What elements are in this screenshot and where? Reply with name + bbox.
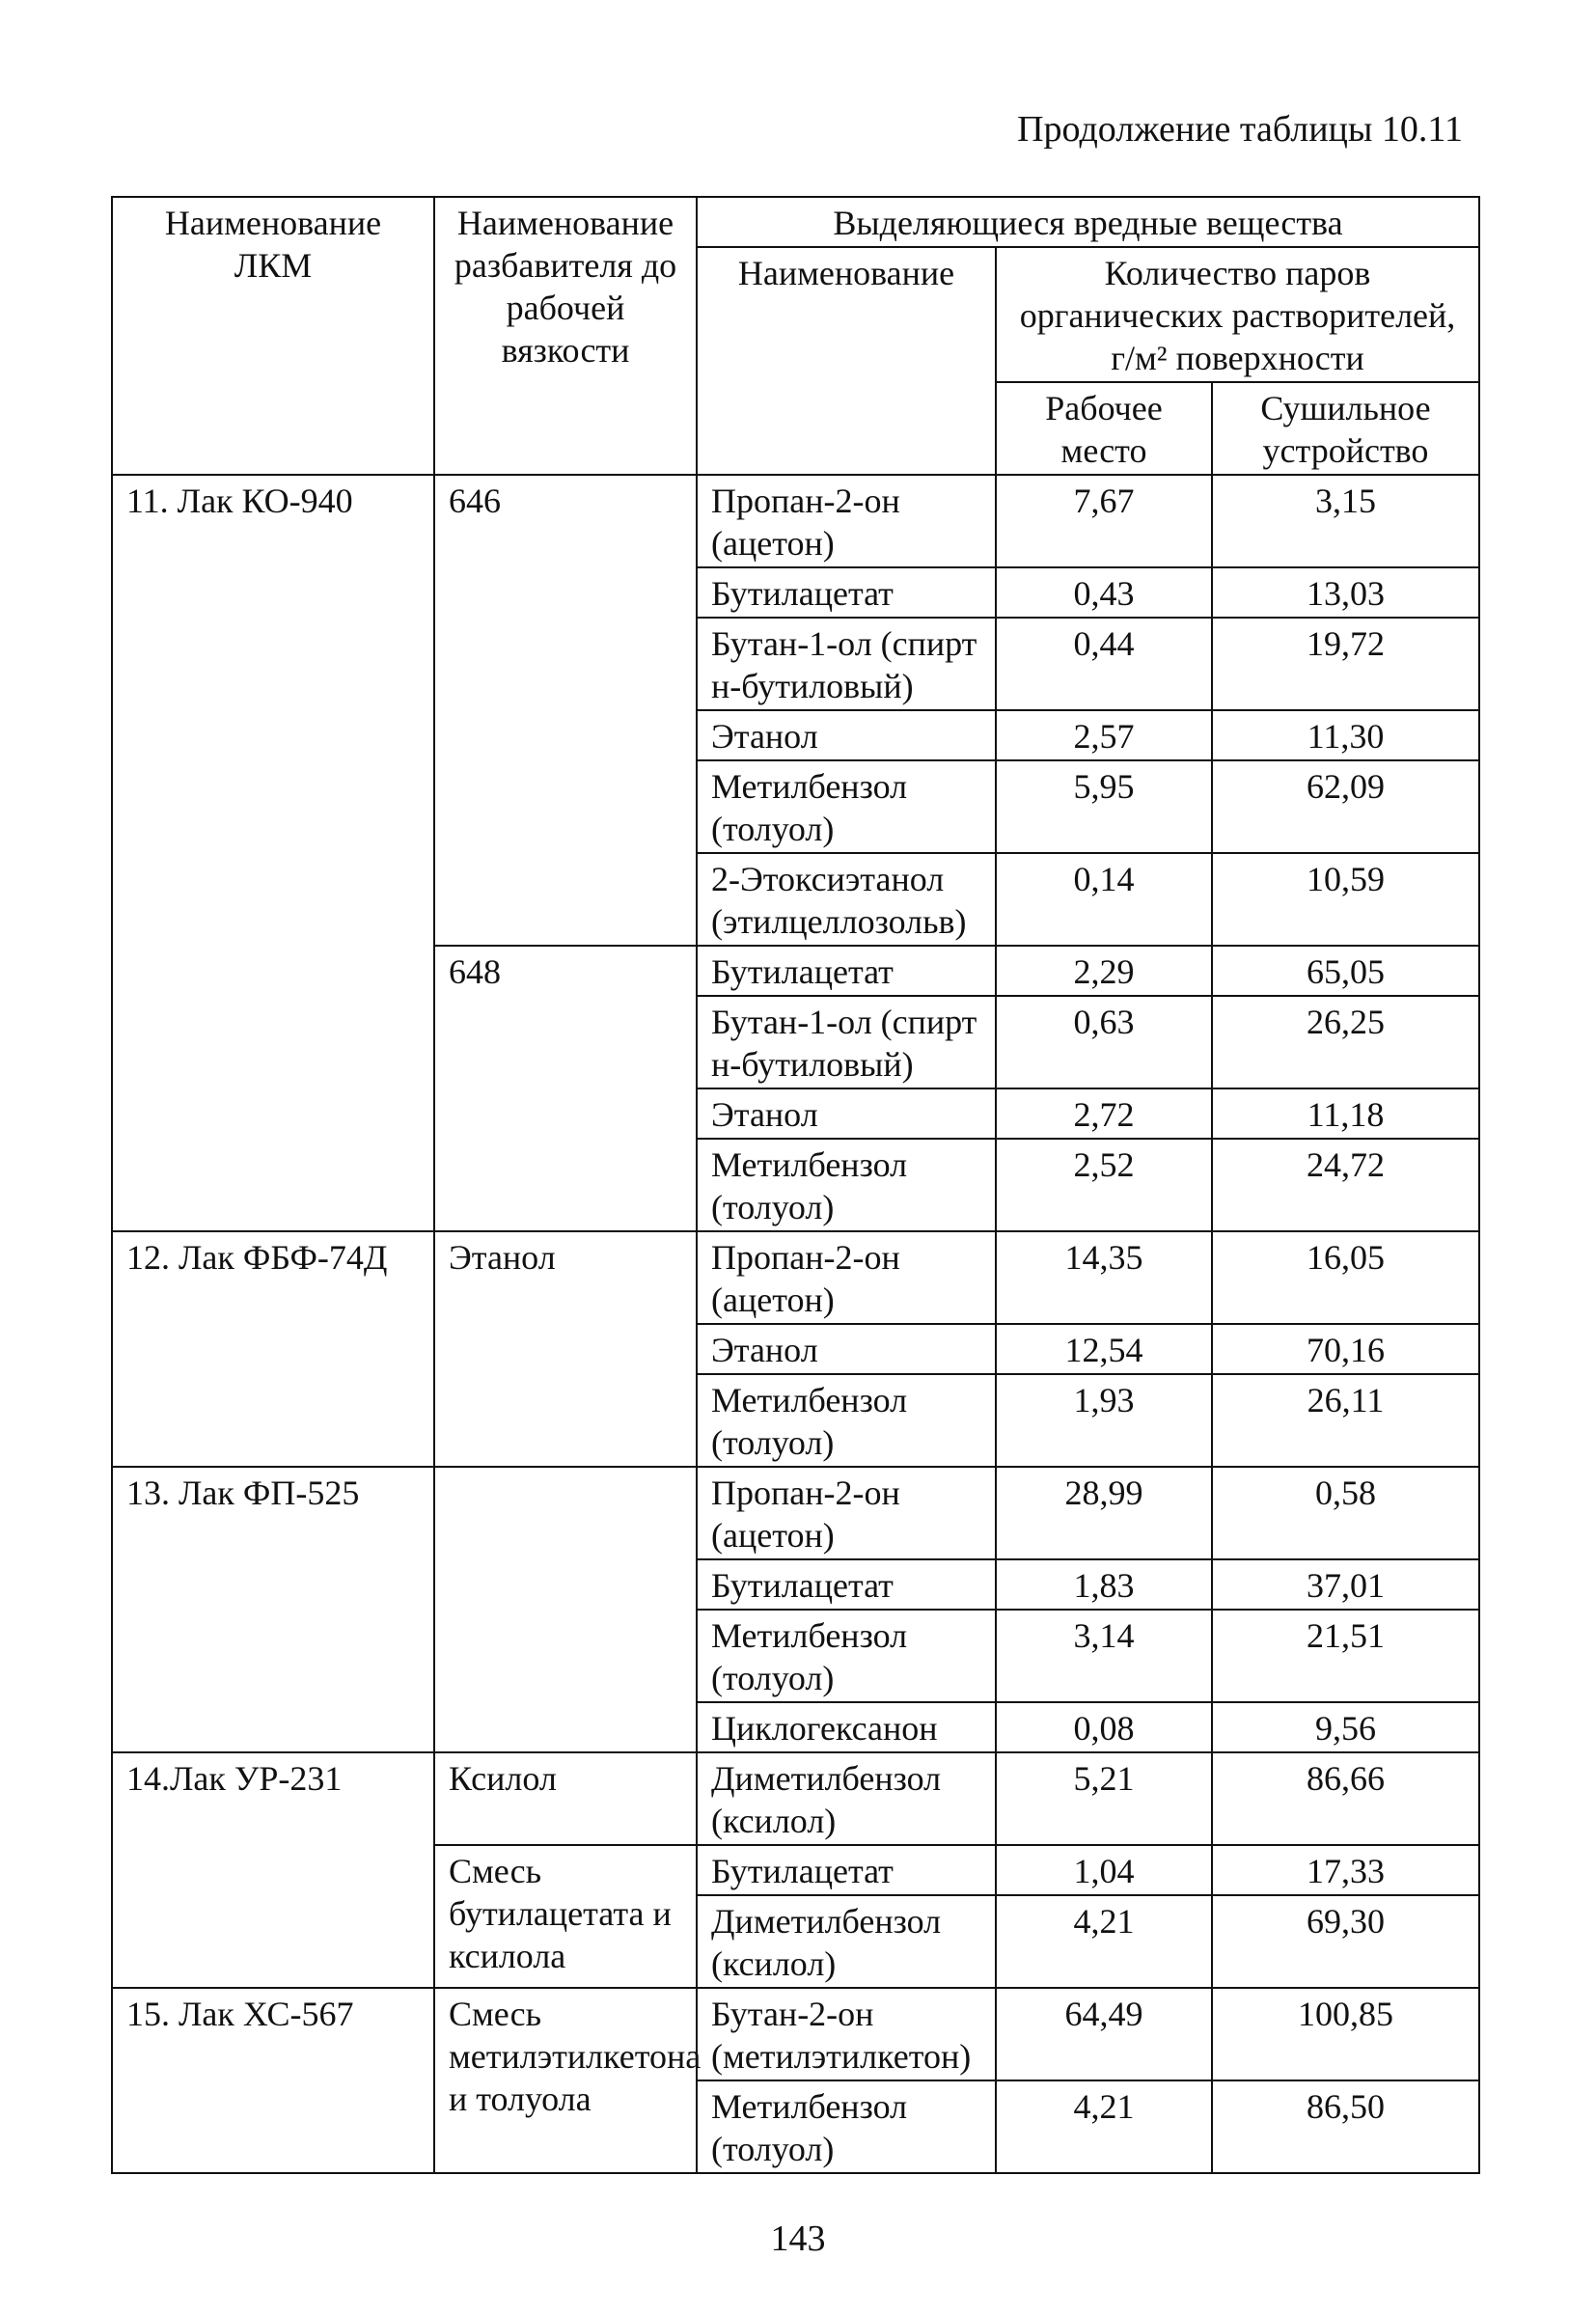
dryer-value-cell: 10,59 — [1212, 853, 1479, 946]
lkm-cell: 11. Лак КО-940 — [112, 475, 434, 1231]
dryer-value-cell: 19,72 — [1212, 618, 1479, 710]
substance-cell: Бутилацетат — [697, 567, 996, 618]
header-substance: Наименование — [697, 247, 996, 475]
substance-cell: Бутилацетат — [697, 946, 996, 996]
lkm-cell: 13. Лак ФП-525 — [112, 1467, 434, 1752]
substance-cell: Метилбензол (толуол) — [697, 2080, 996, 2173]
substance-cell: Метилбензол (толуол) — [697, 1610, 996, 1702]
workplace-value-cell: 5,21 — [996, 1752, 1212, 1845]
header-dryer: Сушильное устройство — [1212, 382, 1479, 475]
workplace-value-cell: 1,83 — [996, 1559, 1212, 1610]
workplace-value-cell: 4,21 — [996, 1895, 1212, 1988]
dryer-value-cell: 16,05 — [1212, 1231, 1479, 1324]
substance-cell: 2-Этоксиэтанол (этилцеллозольв) — [697, 853, 996, 946]
dryer-value-cell: 26,11 — [1212, 1374, 1479, 1467]
workplace-value-cell: 4,21 — [996, 2080, 1212, 2173]
table-row — [112, 1231, 1479, 1324]
dryer-value-cell: 3,15 — [1212, 475, 1479, 567]
workplace-value-cell: 2,52 — [996, 1139, 1212, 1231]
workplace-value-cell: 12,54 — [996, 1324, 1212, 1374]
substance-cell: Бутан-1-ол (спирт н-бутиловый) — [697, 996, 996, 1088]
workplace-value-cell: 7,67 — [996, 475, 1212, 567]
dryer-value-cell: 24,72 — [1212, 1139, 1479, 1231]
table-row — [112, 1752, 1479, 1845]
dryer-value-cell: 70,16 — [1212, 1324, 1479, 1374]
substance-cell: Пропан-2-он (ацетон) — [697, 1231, 996, 1324]
dryer-value-cell: 37,01 — [1212, 1559, 1479, 1610]
header-lkm: Наименование ЛКМ — [112, 197, 434, 475]
page-number: 143 — [770, 2218, 826, 2259]
workplace-value-cell: 0,08 — [996, 1702, 1212, 1752]
workplace-value-cell: 0,44 — [996, 618, 1212, 710]
substance-cell: Пропан-2-он (ацетон) — [697, 1467, 996, 1559]
workplace-value-cell: 1,04 — [996, 1845, 1212, 1895]
substance-cell: Этанол — [697, 1088, 996, 1139]
substance-cell: Метилбензол (толуол) — [697, 1374, 996, 1467]
dryer-value-cell: 9,56 — [1212, 1702, 1479, 1752]
table-row — [112, 1988, 1479, 2080]
diluent-cell: Ксилол — [434, 1752, 697, 1845]
substance-cell: Метилбензол (толуол) — [697, 1139, 996, 1231]
dryer-value-cell: 100,85 — [1212, 1988, 1479, 2080]
diluent-cell: Этанол — [434, 1231, 697, 1467]
dryer-value-cell: 86,66 — [1212, 1752, 1479, 1845]
header-diluent: Наименование разбавителя до рабочей вязкости — [434, 197, 697, 475]
diluent-cell: 646 — [434, 475, 697, 946]
lkm-cell: 15. Лак ХС-567 — [112, 1988, 434, 2173]
dryer-value-cell: 0,58 — [1212, 1467, 1479, 1559]
workplace-value-cell: 0,63 — [996, 996, 1212, 1088]
substance-cell: Циклогексанон — [697, 1702, 996, 1752]
diluent-cell — [434, 1467, 697, 1752]
dryer-value-cell: 62,09 — [1212, 760, 1479, 853]
header-emitted: Выделяющиеся вредные вещества — [697, 197, 1479, 247]
dryer-value-cell: 86,50 — [1212, 2080, 1479, 2173]
workplace-value-cell: 0,43 — [996, 567, 1212, 618]
header-workplace: Рабочее место — [996, 382, 1212, 475]
table-body — [112, 475, 1479, 2173]
dryer-value-cell: 17,33 — [1212, 1845, 1479, 1895]
workplace-value-cell: 2,72 — [996, 1088, 1212, 1139]
substance-cell: Бутан-2-он (метилэтилкетон) — [697, 1988, 996, 2080]
substance-cell: Диметилбензол (ксилол) — [697, 1752, 996, 1845]
header-amount: Количество паров органических растворителей, г/м² поверхности — [996, 247, 1479, 382]
workplace-value-cell: 64,49 — [996, 1988, 1212, 2080]
substance-cell: Бутилацетат — [697, 1559, 996, 1610]
diluent-cell: Смесь метилэтилкетона и толуола — [434, 1988, 697, 2173]
lkm-cell: 12. Лак ФБФ-74Д — [112, 1231, 434, 1467]
workplace-value-cell: 5,95 — [996, 760, 1212, 853]
table-caption: Продолжение таблицы 10.11 — [1017, 109, 1463, 150]
dryer-value-cell: 11,18 — [1212, 1088, 1479, 1139]
workplace-value-cell: 2,29 — [996, 946, 1212, 996]
workplace-value-cell: 2,57 — [996, 710, 1212, 760]
workplace-value-cell: 0,14 — [996, 853, 1212, 946]
workplace-value-cell: 28,99 — [996, 1467, 1212, 1559]
dryer-value-cell: 69,30 — [1212, 1895, 1479, 1988]
substance-cell: Пропан-2-он (ацетон) — [697, 475, 996, 567]
table-row — [112, 475, 1479, 567]
lkm-cell: 14.Лак УР-231 — [112, 1752, 434, 1988]
table-row — [112, 1467, 1479, 1559]
substance-cell: Диметилбензол (ксилол) — [697, 1895, 996, 1988]
substance-cell: Этанол — [697, 710, 996, 760]
dryer-value-cell: 11,30 — [1212, 710, 1479, 760]
substance-cell: Бутан-1-ол (спирт н-бутиловый) — [697, 618, 996, 710]
workplace-value-cell: 1,93 — [996, 1374, 1212, 1467]
harmful-substances-table — [111, 196, 1480, 2174]
dryer-value-cell: 13,03 — [1212, 567, 1479, 618]
dryer-value-cell: 21,51 — [1212, 1610, 1479, 1702]
workplace-value-cell: 14,35 — [996, 1231, 1212, 1324]
dryer-value-cell: 65,05 — [1212, 946, 1479, 996]
substance-cell: Этанол — [697, 1324, 996, 1374]
substance-cell: Метилбензол (толуол) — [697, 760, 996, 853]
workplace-value-cell: 3,14 — [996, 1610, 1212, 1702]
dryer-value-cell: 26,25 — [1212, 996, 1479, 1088]
diluent-cell: 648 — [434, 946, 697, 1231]
diluent-cell: Смесь бутилацетата и ксилола — [434, 1845, 697, 1988]
substance-cell: Бутилацетат — [697, 1845, 996, 1895]
